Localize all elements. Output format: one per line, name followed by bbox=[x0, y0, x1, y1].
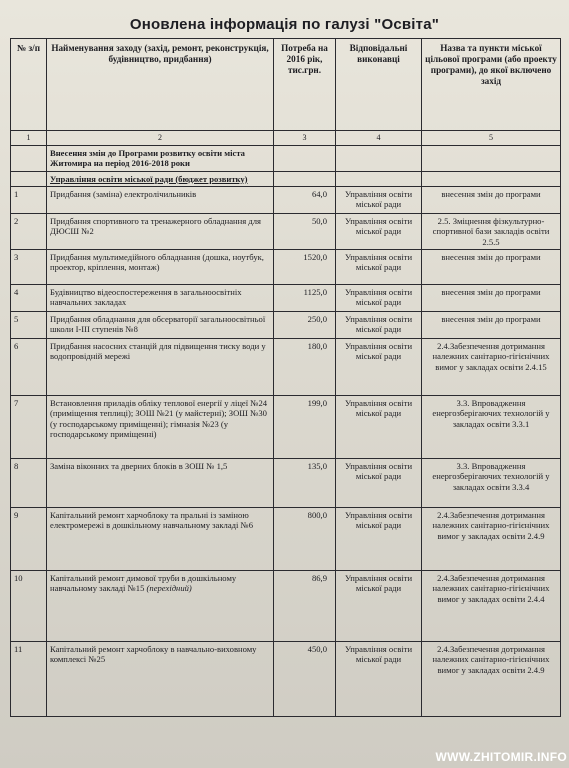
row-program-text: 2.4.Забезпечення дотримання належних санітарно-гігієнічних вимог у закладах освіти 2.4.9 bbox=[432, 509, 550, 541]
row-name-text: Придбання обладнання для обсерваторії загальноосвітньої школи I-III ступенів №8 bbox=[50, 313, 266, 335]
row-name bbox=[47, 338, 274, 395]
header-name: Найменування заходу (захід, ремонт, реконструкція, будівництво, придбання) bbox=[47, 39, 274, 131]
row-sum bbox=[274, 284, 336, 311]
header-program: Назва та пункти міської цільової програми (або проекту програми), до якої включено захід bbox=[422, 39, 561, 131]
row-executor-text: Управління освіти міської ради bbox=[344, 572, 413, 594]
row-number-text: 2 bbox=[14, 215, 19, 226]
row-number-text: 7 bbox=[14, 397, 19, 408]
table-row bbox=[11, 311, 561, 338]
row-name bbox=[47, 570, 274, 641]
row-number-text: 8 bbox=[14, 460, 19, 471]
row-name bbox=[47, 249, 274, 284]
row-executor-text: Управління освіти міської ради bbox=[344, 215, 413, 237]
row-number bbox=[11, 507, 47, 570]
row-executor-text: Управління освіти міської ради bbox=[344, 188, 413, 210]
table-row bbox=[11, 641, 561, 716]
row-number bbox=[11, 458, 47, 507]
row-program bbox=[422, 507, 561, 570]
row-sum-text: 1520,0 bbox=[303, 251, 327, 262]
row-executor-text: Управління освіти міської ради bbox=[344, 397, 413, 419]
row-executor-text: Управління освіти міської ради bbox=[344, 340, 413, 362]
row-number-text: 5 bbox=[14, 313, 19, 324]
row-name bbox=[47, 507, 274, 570]
row-sum-text: 50,0 bbox=[311, 215, 327, 226]
row-program bbox=[422, 338, 561, 395]
header-need: Потреба на 2016 рік, тис.грн. bbox=[274, 39, 336, 131]
row-name-text: Придбання (заміна) електролічильників bbox=[50, 188, 197, 199]
row-program bbox=[422, 570, 561, 641]
table-row bbox=[11, 507, 561, 570]
row-executor-text: Управління освіти міської ради bbox=[344, 286, 413, 308]
row-name bbox=[47, 311, 274, 338]
row-name bbox=[47, 395, 274, 458]
row-program-text: 2.4.Забезпечення дотримання належних санітарно-гігієнічних вимог у закладах освіти 2.4.4 bbox=[432, 572, 550, 604]
table-row bbox=[11, 249, 561, 284]
row-number bbox=[11, 338, 47, 395]
document-title: Оновлена інформація по галузі "Освіта" bbox=[129, 16, 440, 33]
row-sum-text: 64,0 bbox=[311, 188, 327, 199]
column-number: 1 bbox=[11, 131, 47, 146]
row-number-text: 9 bbox=[14, 509, 19, 520]
row-number bbox=[11, 186, 47, 213]
row-name-text: Придбання спортивного та тренажерного обладнання для ДЮСШ №2 bbox=[50, 215, 261, 237]
row-executor bbox=[336, 458, 422, 507]
row-number bbox=[11, 213, 47, 249]
row-program bbox=[422, 641, 561, 716]
row-program-text: внесення змін до програми bbox=[441, 313, 541, 324]
row-number-text: 3 bbox=[14, 251, 19, 262]
row-executor-text: Управління освіти міської ради bbox=[344, 509, 413, 531]
row-program-text: 3.3. Впровадження енергозберігаючих технологій у закладах освіти 3.3.4 bbox=[432, 460, 550, 492]
row-program-text: внесення змін до програми bbox=[441, 251, 541, 262]
row-number-text: 6 bbox=[14, 340, 19, 351]
table-row bbox=[11, 284, 561, 311]
column-number: 3 bbox=[274, 131, 336, 146]
column-number-row bbox=[11, 131, 561, 146]
row-executor bbox=[336, 395, 422, 458]
row-name bbox=[47, 186, 274, 213]
header-executors: Відповідальні виконавці bbox=[336, 39, 422, 131]
row-sum-text: 800,0 bbox=[307, 509, 327, 520]
table-row bbox=[11, 458, 561, 507]
row-name-text: Заміна віконних та дверних блоків в ЗОШ № 1,5 bbox=[50, 460, 228, 471]
table-row bbox=[11, 570, 561, 641]
row-number-text: 10 bbox=[14, 572, 23, 583]
row-program bbox=[422, 311, 561, 338]
row-executor bbox=[336, 284, 422, 311]
row-executor-text: Управління освіти міської ради bbox=[344, 313, 413, 335]
row-name-text: Встановлення приладів обліку теплової енергії у ліцеї №24 (приміщення теплиці); ЗОШ №21 (у майстерні); ЗОШ №30 (у господарському приміщенні); гімназія №23 (у господарському приміщенні) bbox=[50, 397, 268, 439]
site-watermark: WWW.ZHITOMIR.INFO bbox=[435, 750, 567, 764]
row-program-text: 2.4.Забезпечення дотримання належних санітарно-гігієнічних вимог у закладах освіти 2.4.15 bbox=[432, 340, 550, 372]
column-number: 5 bbox=[422, 131, 561, 146]
row-executor-text: Управління освіти міської ради bbox=[344, 460, 413, 482]
table-row bbox=[11, 395, 561, 458]
row-program bbox=[422, 284, 561, 311]
row-name-text: Придбання насосних станцій для підвищення тиску води у водопровідній мережі bbox=[50, 340, 266, 362]
column-number: 2 bbox=[47, 131, 274, 146]
intro-row bbox=[11, 146, 561, 172]
row-name-suffix: (перехідний) bbox=[146, 583, 192, 594]
row-program-text: внесення змін до програми bbox=[441, 286, 541, 297]
row-executor bbox=[336, 311, 422, 338]
row-sum bbox=[274, 311, 336, 338]
row-number bbox=[11, 249, 47, 284]
row-number-text: 11 bbox=[14, 643, 23, 654]
row-executor bbox=[336, 213, 422, 249]
row-number bbox=[11, 395, 47, 458]
row-name-text: Капітальний ремонт харчоблоку та пральні із заміною електромережі в дошкільному навчальному закладі №6 bbox=[50, 509, 254, 531]
table-row bbox=[11, 186, 561, 213]
row-name bbox=[47, 284, 274, 311]
row-sum-text: 86,9 bbox=[311, 572, 327, 583]
row-program bbox=[422, 458, 561, 507]
row-sum bbox=[274, 213, 336, 249]
row-program-text: 2.4.Забезпечення дотримання належних санітарно-гігієнічних вимог у закладах освіти 2.4.9 bbox=[432, 643, 550, 675]
row-executor bbox=[336, 570, 422, 641]
row-sum bbox=[274, 641, 336, 716]
row-program-text: 2.5. Зміцнення фізкультурно-спортивної бази закладів освіти 2.5.5 bbox=[432, 215, 550, 247]
row-sum bbox=[274, 458, 336, 507]
row-program bbox=[422, 249, 561, 284]
row-sum-text: 180,0 bbox=[307, 340, 327, 351]
row-executor-text: Управління освіти міської ради bbox=[344, 251, 413, 273]
row-executor bbox=[336, 186, 422, 213]
table-row bbox=[11, 213, 561, 249]
table-row bbox=[11, 338, 561, 395]
row-number bbox=[11, 284, 47, 311]
row-sum bbox=[274, 395, 336, 458]
header-num: № з/п bbox=[11, 39, 47, 131]
row-name bbox=[47, 458, 274, 507]
row-sum bbox=[274, 507, 336, 570]
row-number-text: 4 bbox=[14, 286, 19, 297]
row-sum-text: 135,0 bbox=[307, 460, 327, 471]
intro-text: Внесення змін до Програми розвитку освіти міста Житомира на період 2016-2018 роки bbox=[47, 146, 274, 172]
row-sum bbox=[274, 249, 336, 284]
row-sum bbox=[274, 338, 336, 395]
section-row bbox=[11, 171, 561, 186]
row-name-text: Придбання мультимедійного обладнання (дошка, ноутбук, проектор, кріплення, монтаж) bbox=[50, 251, 264, 273]
row-sum-text: 1125,0 bbox=[303, 286, 327, 297]
row-name-text: Капітальний ремонт харчоблоку в навчально-виховному комплексі №25 bbox=[50, 643, 257, 665]
row-sum-text: 199,0 bbox=[307, 397, 327, 408]
row-name bbox=[47, 641, 274, 716]
info-table bbox=[10, 38, 561, 717]
row-executor bbox=[336, 641, 422, 716]
row-executor bbox=[336, 507, 422, 570]
row-number bbox=[11, 311, 47, 338]
row-program bbox=[422, 186, 561, 213]
row-sum bbox=[274, 186, 336, 213]
row-name bbox=[47, 213, 274, 249]
header-row bbox=[11, 39, 561, 131]
row-number bbox=[11, 570, 47, 641]
section-title: Управління освіти міської ради (бюджет розвитку) bbox=[50, 173, 248, 184]
row-executor-text: Управління освіти міської ради bbox=[344, 643, 413, 665]
row-sum-text: 250,0 bbox=[307, 313, 327, 324]
column-number: 4 bbox=[336, 131, 422, 146]
row-number bbox=[11, 641, 47, 716]
row-program bbox=[422, 395, 561, 458]
row-name-text: Капітальний ремонт димової труби в дошкільному навчальному закладі №15 bbox=[50, 572, 237, 594]
row-executor bbox=[336, 249, 422, 284]
row-sum-text: 450,0 bbox=[307, 643, 327, 654]
row-program-text: внесення змін до програми bbox=[441, 188, 541, 199]
row-program-text: 3.3. Впровадження енергозберігаючих технологій у закладах освіти 3.3.1 bbox=[432, 397, 550, 429]
row-executor bbox=[336, 338, 422, 395]
row-number-text: 1 bbox=[14, 188, 19, 199]
row-sum bbox=[274, 570, 336, 641]
row-name-text: Будівництво відеоспостереження в загальноосвітніх навчальних закладах bbox=[50, 286, 242, 308]
row-program bbox=[422, 213, 561, 249]
